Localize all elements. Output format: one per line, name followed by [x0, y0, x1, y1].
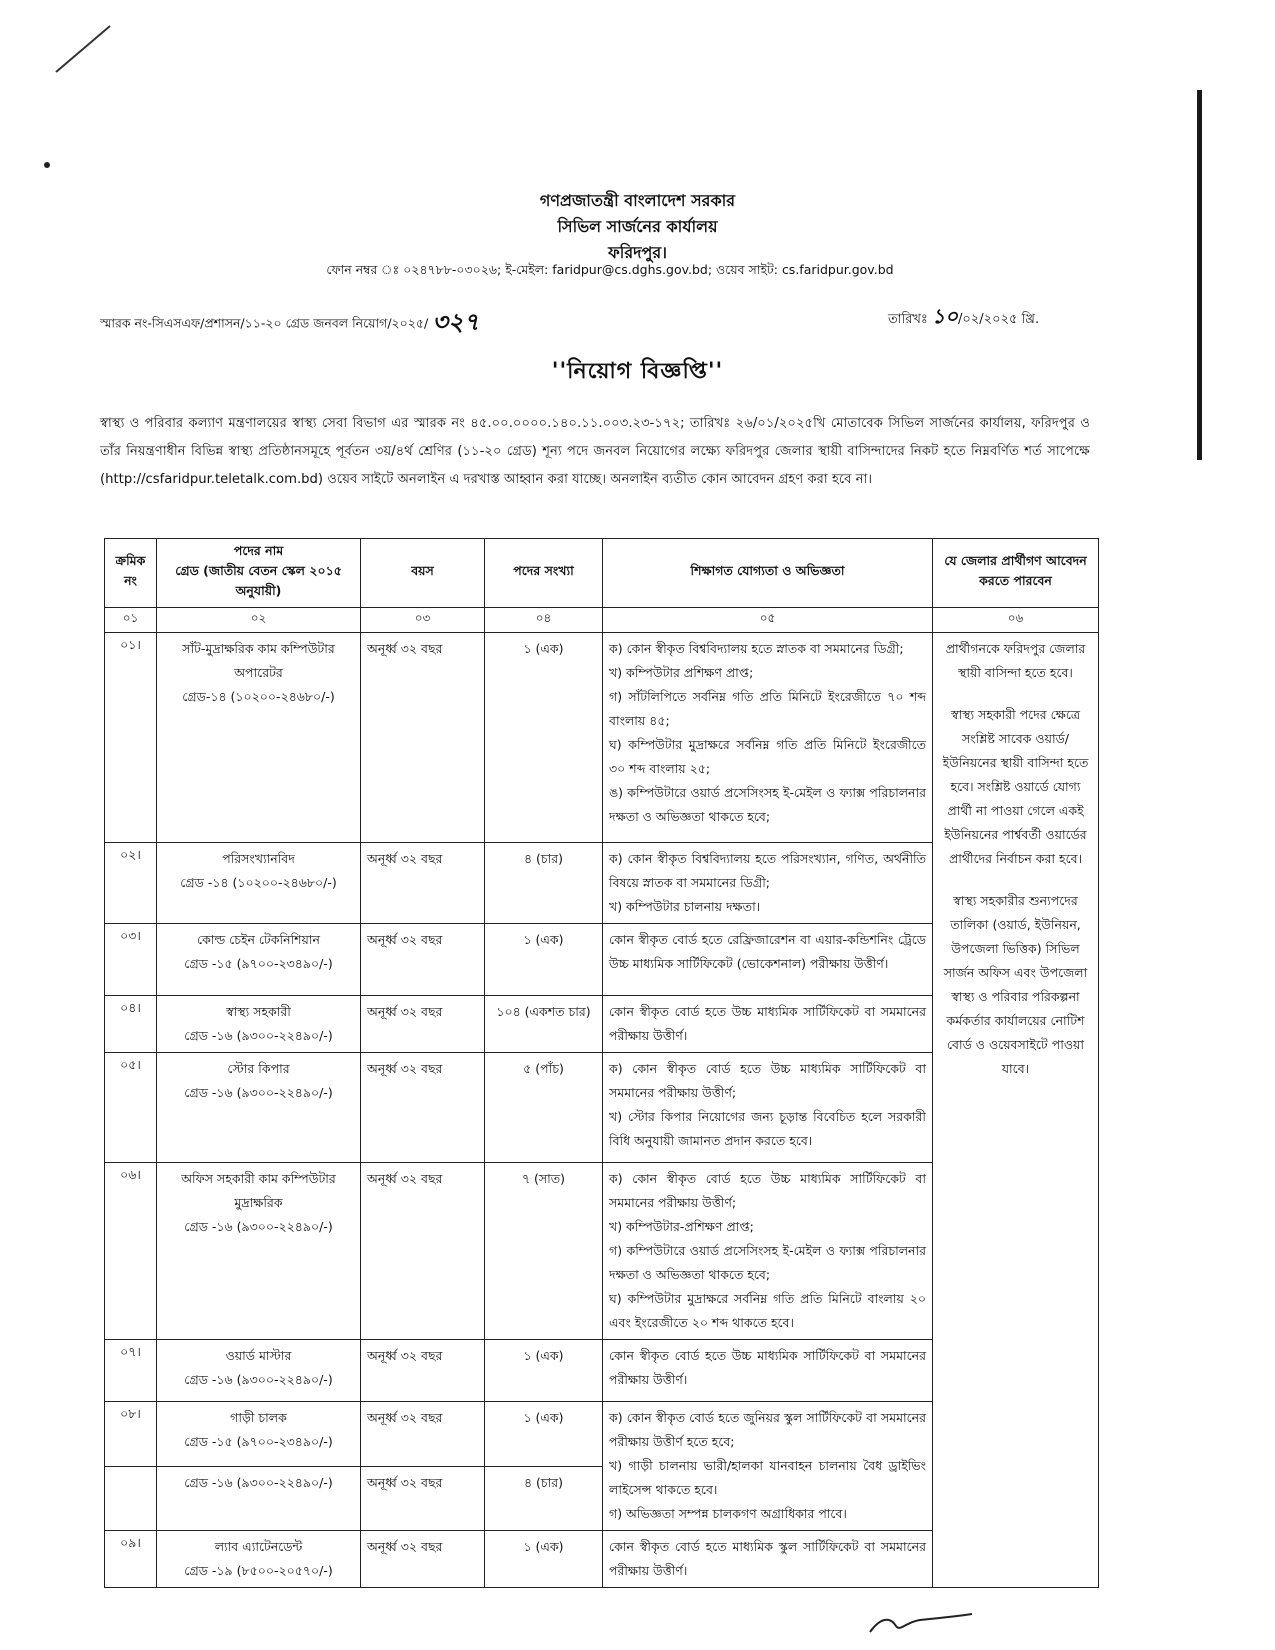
- scan-edge-bar: [1197, 90, 1202, 460]
- row-edu: [603, 924, 933, 996]
- edu-item: কোন স্বীকৃত বোর্ড হতে মাধ্যমিক স্কুল সার্টিফিকেট বা সমমানের পরীক্ষায় উত্তীর্ণ।: [609, 1539, 926, 1578]
- row-post: [157, 1467, 361, 1531]
- row-count: ১ (এক): [485, 633, 603, 843]
- edu-item: ক) কোন স্বীকৃত বোর্ড হতে উচ্চ মাধ্যমিক সার্টিফিকেট বা সমমানের পরীক্ষায় উত্তীর্ণ;: [609, 1061, 926, 1100]
- col-number: ০২: [157, 608, 361, 633]
- signature-mark: [860, 1608, 980, 1638]
- memo-number: ৩২৭: [432, 307, 480, 336]
- edu-item: ঘ) কম্পিউটার মুদ্রাক্ষরে সর্বনিম্ন গতি প্রতি মিনিটে বাংলায় ২০ এবং ইংরেজীতে ২০ শব্দ থাকতে হবে।: [609, 1291, 926, 1330]
- edu-item: কোন স্বীকৃত বোর্ড হতে উচ্চ মাধ্যমিক সার্টিফিকেট বা সমমানের পরীক্ষায় উত্তীর্ণ।: [609, 1004, 926, 1043]
- contact-line: ফোন নম্বর ঃ ০২৪৭৮৮-০৩০২৬; ই-মেইল: faridpur@cs.dghs.gov.bd; ওয়েব সাইট: cs.faridpur.gov.bd: [326, 262, 894, 277]
- row-sl: ০৩।: [105, 924, 157, 996]
- office-title: সিভিল সার্জনের কার্যালয়: [557, 217, 718, 236]
- edu-item: খ) গাড়ী চালনায় ভারী/হালকা যানবাহন চালনায় বৈধ ড্রাইভিং লাইসেন্স থাকতে হবে।: [609, 1458, 926, 1497]
- row-sl: ০২।: [105, 843, 157, 924]
- row-edu: [603, 633, 933, 843]
- edu-item: ক) কোন স্বীকৃত বোর্ড হতে জুনিয়র স্কুল সার্টিফিকেট বা সমমানের পরীক্ষায় উত্তীর্ণ হতে হবে;: [609, 1410, 926, 1449]
- row-post: [157, 1340, 361, 1402]
- pen-stroke-mark: [48, 20, 118, 80]
- post-grade: গ্রেড-১৪ (১০২০০-২৪৬৮০/-): [182, 689, 335, 704]
- district-note: স্বাস্থ্য সহকারীর শুন্যপদের তালিকা (ওয়ার্ড, ইউনিয়ন, উপজেলা ভিত্তিক) সিভিল সার্জন অফিস এবং উপজেলা স্বাস্থ্য ও পরিবার পরিকল্পনা কর্মকর্তার কার্যালয়ের নোটিশ বোর্ড ও ওয়েবসাইটে পাওয়া যাবে।: [943, 893, 1088, 1076]
- row-age: অনূর্ধ্ব ৩২ বছর: [361, 633, 485, 843]
- memo-date: [888, 302, 1039, 335]
- col-number: ০৪: [485, 608, 603, 633]
- header-post-grade: গ্রেড (জাতীয় বেতন স্কেল ২০১৫ অনুযায়ী): [175, 563, 342, 598]
- post-grade: গ্রেড -১৪ (১০২০০-২৪৬৮০/-): [180, 875, 337, 890]
- post-name: সাঁট-মুদ্রাক্ষরিক কাম কম্পিউটার অপারেটর: [182, 641, 335, 680]
- row-age: অনূর্ধ্ব ৩২ বছর: [361, 1402, 485, 1467]
- district-notes: [933, 633, 1099, 1588]
- post-name: ল্যাব এ্যাটেনডেন্ট: [214, 1539, 303, 1554]
- header-post-name: পদের নাম: [233, 543, 284, 558]
- edu-item: কোন স্বীকৃত বোর্ড হতে উচ্চ মাধ্যমিক সার্টিফিকেট বা সমমানের পরীক্ষায় উত্তীর্ণ।: [609, 1348, 926, 1387]
- row-post: [157, 1163, 361, 1340]
- row-age: অনূর্ধ্ব ৩২ বছর: [361, 1163, 485, 1340]
- row-post: [157, 843, 361, 924]
- row-count: ১০৪ (একশত চার): [485, 996, 603, 1053]
- header-count: পদের সংখ্যা: [485, 539, 603, 608]
- govt-title: গণপ্রজাতন্ত্রী বাংলাদেশ সরকার: [539, 191, 736, 210]
- edu-item: গ) অভিজ্ঞতা সম্পন্ন চালকগণ অগ্রাধিকার পাবে।: [609, 1506, 847, 1521]
- post-grade: গ্রেড -১৬ (৯৩০০-২২৪৯০/-): [184, 1219, 333, 1234]
- edu-item: ক) কোন স্বীকৃত বিশ্ববিদ্যালয় হতে স্নাতক বা সমমানের ডিগ্রী;: [609, 641, 904, 656]
- header-age: বয়স: [361, 539, 485, 608]
- row-post: [157, 996, 361, 1053]
- edu-item: খ) কম্পিউটার চালনায় দক্ষতা।: [609, 899, 761, 914]
- post-grade: গ্রেড -১৬ (৯৩০০-২২৪৯০/-): [184, 1028, 333, 1043]
- column-number-row: [105, 608, 1099, 633]
- post-name: কোল্ড চেইন টেকনিশিয়ান: [197, 932, 320, 947]
- post-grade: গ্রেড -১৬ (৯৩০০-২২৪৯০/-): [184, 1085, 333, 1100]
- col-number: ০৩: [361, 608, 485, 633]
- post-grade: গ্রেড -১৬ (৯৩০০-২২৪৯০/-): [184, 1372, 333, 1387]
- post-name: পরিসংখ্যানবিদ: [222, 851, 295, 866]
- row-edu: [603, 1531, 933, 1588]
- row-count: ১ (এক): [485, 924, 603, 996]
- post-name: স্টোর কিপার: [227, 1061, 290, 1076]
- edu-item: ক) কোন স্বীকৃত বোর্ড হতে উচ্চ মাধ্যমিক সার্টিফিকেট বা সমমানের পরীক্ষায় উত্তীর্ণ;: [609, 1171, 926, 1210]
- post-name: অফিস সহকারী কাম কম্পিউটার মুদ্রাক্ষরিক: [181, 1171, 336, 1210]
- row-sl: ০৫।: [105, 1053, 157, 1163]
- row-edu: [603, 1340, 933, 1402]
- row-edu: [603, 1402, 933, 1531]
- memo-prefix: স্মারক নং-সিএসএফ/প্রশাসন/১১-২০ গ্রেড জনবল নিয়োগ/২০২৫/: [100, 315, 429, 331]
- col-number: ০৫: [603, 608, 933, 633]
- row-post: [157, 1402, 361, 1467]
- col-number: ০৬: [933, 608, 1099, 633]
- row-age: অনূর্ধ্ব ৩২ বছর: [361, 1053, 485, 1163]
- date-day: ১০: [932, 304, 958, 328]
- edu-item: ক) কোন স্বীকৃত বিশ্ববিদ্যালয় হতে পরিসংখ্যান, গণিত, অর্থনীতি বিষয়ে স্নাতক বা সমমানের ডিগ্রী;: [609, 851, 926, 890]
- row-age: অনূর্ধ্ব ৩২ বছর: [361, 843, 485, 924]
- ink-dot: [44, 162, 50, 168]
- edu-item: গ) সাঁটলিপিতে সর্বনিম্ন গতি প্রতি মিনিটে ইংরেজীতে ৭০ শব্দ বাংলায় ৪৫;: [609, 689, 926, 728]
- row-sl: ০৮।: [105, 1402, 157, 1467]
- row-sl: ০৭।: [105, 1340, 157, 1402]
- date-label: তারিখঃ: [888, 312, 928, 327]
- post-grade: গ্রেড -১৬ (৯৩০০-২২৪৯০/-): [184, 1475, 333, 1491]
- post-name: গাড়ী চালক: [230, 1410, 287, 1425]
- row-edu: [603, 1053, 933, 1163]
- header-sl: ক্রমিক নং: [105, 539, 157, 608]
- row-sl-empty: [105, 1467, 157, 1531]
- row-edu: [603, 996, 933, 1053]
- district-note: প্রার্থীগনকে ফরিদপুর জেলার স্থায়ী বাসিন্দা হতে হবে।: [945, 641, 1086, 680]
- table-row: [105, 633, 1099, 843]
- row-count: ৪ (চার): [485, 843, 603, 924]
- post-grade: গ্রেড -১৫ (৯৭০০-২৩৪৯০/-): [184, 1434, 333, 1449]
- row-post: [157, 1053, 361, 1163]
- row-age: অনূর্ধ্ব ৩২ বছর: [361, 1340, 485, 1402]
- row-sl: ০৯।: [105, 1531, 157, 1588]
- header-post: [157, 539, 361, 608]
- row-age: অনূর্ধ্ব ৩২ বছর: [361, 924, 485, 996]
- header-edu: শিক্ষাগত যোগ্যতা ও অভিজ্ঞতা: [603, 539, 933, 608]
- row-age: অনূর্ধ্ব ৩২ বছর: [361, 996, 485, 1053]
- edu-item: খ) স্টোর কিপার নিয়োগের জন্য চূড়ান্ত বিবেচিত হলে সরকারী বিধি অনুযায়ী জামানত প্রদান করতে হবে।: [609, 1109, 926, 1148]
- row-count: ১ (এক): [485, 1531, 603, 1588]
- row-count: ১ (এক): [485, 1402, 603, 1467]
- edu-item: খ) কম্পিউটার প্রশিক্ষণ প্রাপ্ত;: [609, 665, 754, 680]
- vacancy-table: [104, 538, 1099, 1588]
- row-post: [157, 1531, 361, 1588]
- post-name: ওয়ার্ড মাস্টার: [225, 1348, 292, 1363]
- row-age: অনূর্ধ্ব ৩২ বছর: [361, 1467, 485, 1531]
- intro-paragraph: স্বাস্থ্য ও পরিবার কল্যাণ মন্ত্রণালয়ের স্বাস্থ্য সেবা বিভাগ এর স্মারক নং ৪৫.০০.০০০০.১৪০.১১.০০৩.২৩-১৭২; তারিখঃ ২৬/০১/২০২৫খি মোতাবেক সিভিল সার্জনের কার্যালয়, ফরিদপুর ও তাঁর নিয়ন্ত্রণাধীন বিভিন্ন স্বাস্থ্য প্রতিষ্ঠানসমূহে পূর্বতন ৩য়/৪র্থ শ্রেণির (১১-২০ গ্রেড) শূন্য পদে জনবল নিয়োগের লক্ষ্যে ফরিদপুর জেলার স্থায়ী বাসিন্দাদের নিকট হতে নিম্নবর্ণিত শর্ত সাপেক্ষে (http://csfaridpur.teletalk.com.bd) ওয়েব সাইটে অনলাইন এ দরখাস্ত আহ্বান করা যাচ্ছে। অনলাইন ব্যতীত কোন আবেদন গ্রহণ করা হবে না।: [100, 416, 1090, 487]
- row-count: ৫ (পাঁচ): [485, 1053, 603, 1163]
- row-count: ৪ (চার): [485, 1467, 603, 1531]
- row-edu: [603, 1163, 933, 1340]
- notice-title: ''নিয়োগ বিজ্ঞপ্তি'': [551, 358, 724, 384]
- row-sl: ০৬।: [105, 1163, 157, 1340]
- post-name: স্বাস্থ্য সহকারী: [226, 1004, 291, 1019]
- edu-item: গ) কম্পিউটারে ওয়ার্ড প্রসেসিংসহ ই-মেইল ও ফ্যাক্স পরিচালনার দক্ষতা ও অভিজ্ঞতা থাকতে হবে;: [609, 1243, 926, 1282]
- row-count: ১ (এক): [485, 1340, 603, 1402]
- post-grade: গ্রেড -১৯ (৮৫০০-২০৫৭০/-): [184, 1563, 333, 1578]
- office-location: ফরিদপুর।: [608, 243, 667, 262]
- row-edu: [603, 843, 933, 924]
- row-count: ৭ (সাত): [485, 1163, 603, 1340]
- header-district: যে জেলার প্রার্থীগণ আবেদন করতে পারবেন: [933, 539, 1099, 608]
- row-sl: ০১।: [105, 633, 157, 843]
- date-rest: /০২/২০২৫ খ্রি.: [958, 312, 1040, 327]
- table-header-row: [105, 539, 1099, 608]
- edu-item: ঙ) কম্পিউটারে ওয়ার্ড প্রসেসিংসহ ই-মেইল ও ফ্যাক্স পরিচালনার দক্ষতা ও অভিজ্ঞতা থাকতে হবে;: [609, 785, 926, 824]
- row-age: অনূর্ধ্ব ৩২ বছর: [361, 1531, 485, 1588]
- memo-reference: [100, 304, 479, 344]
- row-post: [157, 633, 361, 843]
- edu-item: খ) কম্পিউটার-প্রশিক্ষণ প্রাপ্ত;: [609, 1219, 754, 1234]
- col-number: ০১: [105, 608, 157, 633]
- row-post: [157, 924, 361, 996]
- edu-item: ঘ) কম্পিউটার মুদ্রাক্ষরে সর্বনিম্ন গতি প্রতি মিনিটে ইংরেজীতে ৩০ শব্দ বাংলায় ২৫;: [609, 737, 926, 776]
- district-note: স্বাস্থ্য সহকারী পদের ক্ষেত্রে সংশ্লিষ্ট সাবেক ওয়ার্ড/ ইউনিয়নের স্থায়ী বাসিন্দা হতে হবে। সংশ্লিষ্ট ওয়ার্ডে যোগ্য প্রার্থী না পাওয়া গেলে একই ইউনিয়নের পার্শ্ববর্তী ওয়ার্ডের প্রার্থীদের নির্বাচন করা হবে।: [942, 707, 1089, 866]
- row-sl: ০৪।: [105, 996, 157, 1053]
- post-grade: গ্রেড -১৫ (৯৭০০-২৩৪৯০/-): [184, 956, 333, 971]
- edu-item: কোন স্বীকৃত বোর্ড হতে রেফ্রিজারেশন বা এয়ার-কন্ডিশনিং ট্রেডে উচ্চ মাধ্যমিক সার্টিফিকেট (ভোকেশনাল) পরীক্ষায় উত্তীর্ণ।: [609, 932, 926, 971]
